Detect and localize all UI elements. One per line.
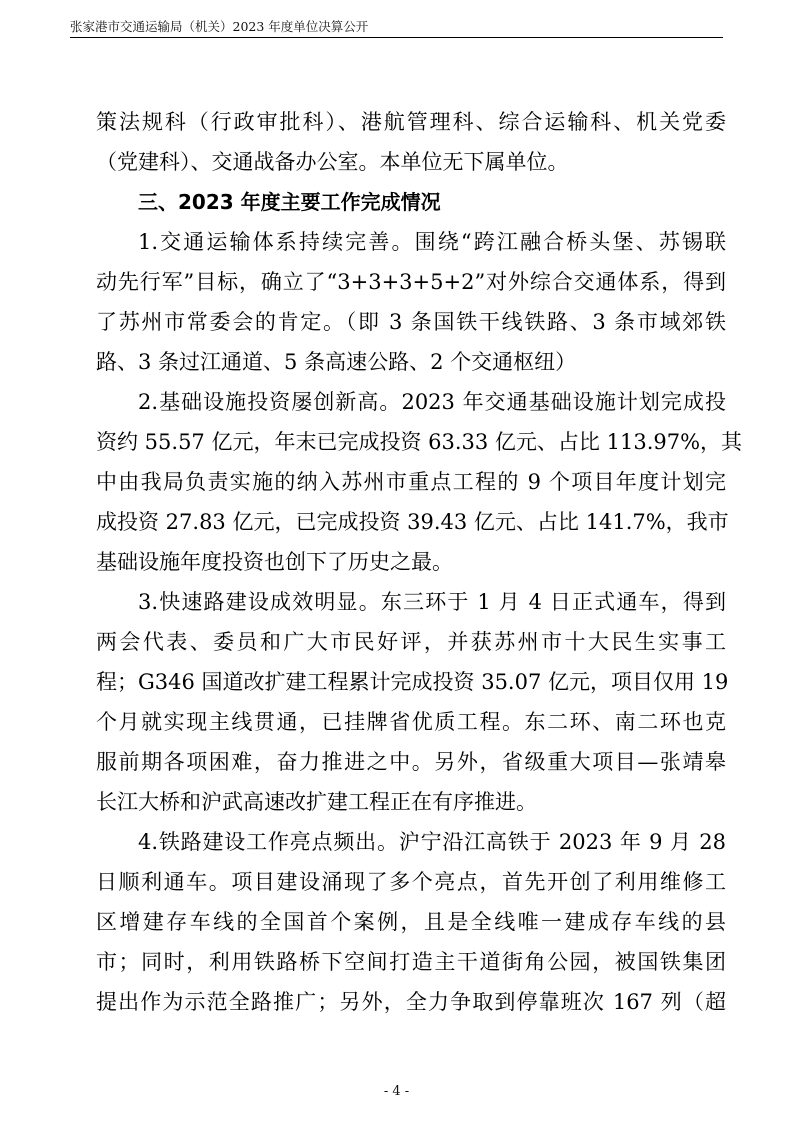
paragraph-line: 个月就实现主线贯通，已挂牌省优质工程。东二环、南二环也克: [96, 710, 726, 734]
paragraph-line: （党建科）、交通战备办公室。本单位无下属单位。: [96, 150, 569, 174]
paragraph-line: 成投资 27.83 亿元，已完成投资 39.43 亿元、占比 141.7%，我市: [96, 510, 729, 534]
paragraph-line: 路、3 条过江通道、5 条高速公路、2 个交通枢纽）: [96, 350, 577, 374]
paragraph-line: 长江大桥和沪武高速改扩建工程正在有序推进。: [96, 790, 537, 814]
paragraph-line: 4.铁路建设工作亮点频出。沪宁沿江高铁于 2023 年 9 月 28: [138, 830, 726, 854]
paragraph-line: 2.基础设施投资屡创新高。2023 年交通基础设施计划完成投: [138, 390, 726, 414]
paragraph-line: 3.快速路建设成效明显。东三环于 1 月 4 日正式通车，得到: [138, 590, 726, 614]
paragraph-line: 提出作为示范全路推广；另外，全力争取到停靠班次 167 列（超: [96, 990, 726, 1014]
paragraph-line: 动先行军”目标，确立了“3+3+3+5+2”对外综合交通体系，得到: [96, 270, 726, 294]
header-divider: [70, 37, 723, 38]
paragraph-line: 服前期各项困难，奋力推进之中。另外，省级重大项目—张靖皋: [96, 750, 726, 774]
paragraph-line: 区增建存车线的全国首个案例，且是全线唯一建成存车线的县: [96, 910, 726, 934]
paragraph-line: 中由我局负责实施的纳入苏州市重点工程的 9 个项目年度计划完: [96, 470, 726, 494]
paragraph-line: 基础设施年度投资也创下了历史之最。: [96, 550, 453, 574]
paragraph-line: 程；G346 国道改扩建工程累计完成投资 35.07 亿元，项目仅用 19: [96, 670, 729, 694]
paragraph-line: 日顺利通车。项目建设涌现了多个亮点，首先开创了利用维修工: [96, 870, 726, 894]
paragraph-line: 1.交通运输体系持续完善。围绕“跨江融合桥头堡、苏锡联: [138, 230, 726, 254]
paragraph-line: 资约 55.57 亿元，年末已完成投资 63.33 亿元、占比 113.97%，其: [96, 430, 743, 454]
paragraph-line: 两会代表、委员和广大市民好评，并获苏州市十大民生实事工: [96, 630, 726, 654]
paragraph-line: 市；同时，利用铁路桥下空间打造主干道街角公园，被国铁集团: [96, 950, 726, 974]
paragraph-line: 策法规科（行政审批科）、港航管理科、综合运输科、机关党委: [96, 110, 726, 134]
page-number: - 4 -: [383, 1084, 410, 1099]
paragraph-line: 了苏州市常委会的肯定。（即 3 条国铁干线铁路、3 条市域郊铁: [96, 310, 726, 334]
page-header-title: 张家港市交通运输局（机关）2023 年度单位决算公开: [70, 19, 369, 34]
section-heading: 三、2023 年度主要工作完成情况: [138, 190, 441, 214]
